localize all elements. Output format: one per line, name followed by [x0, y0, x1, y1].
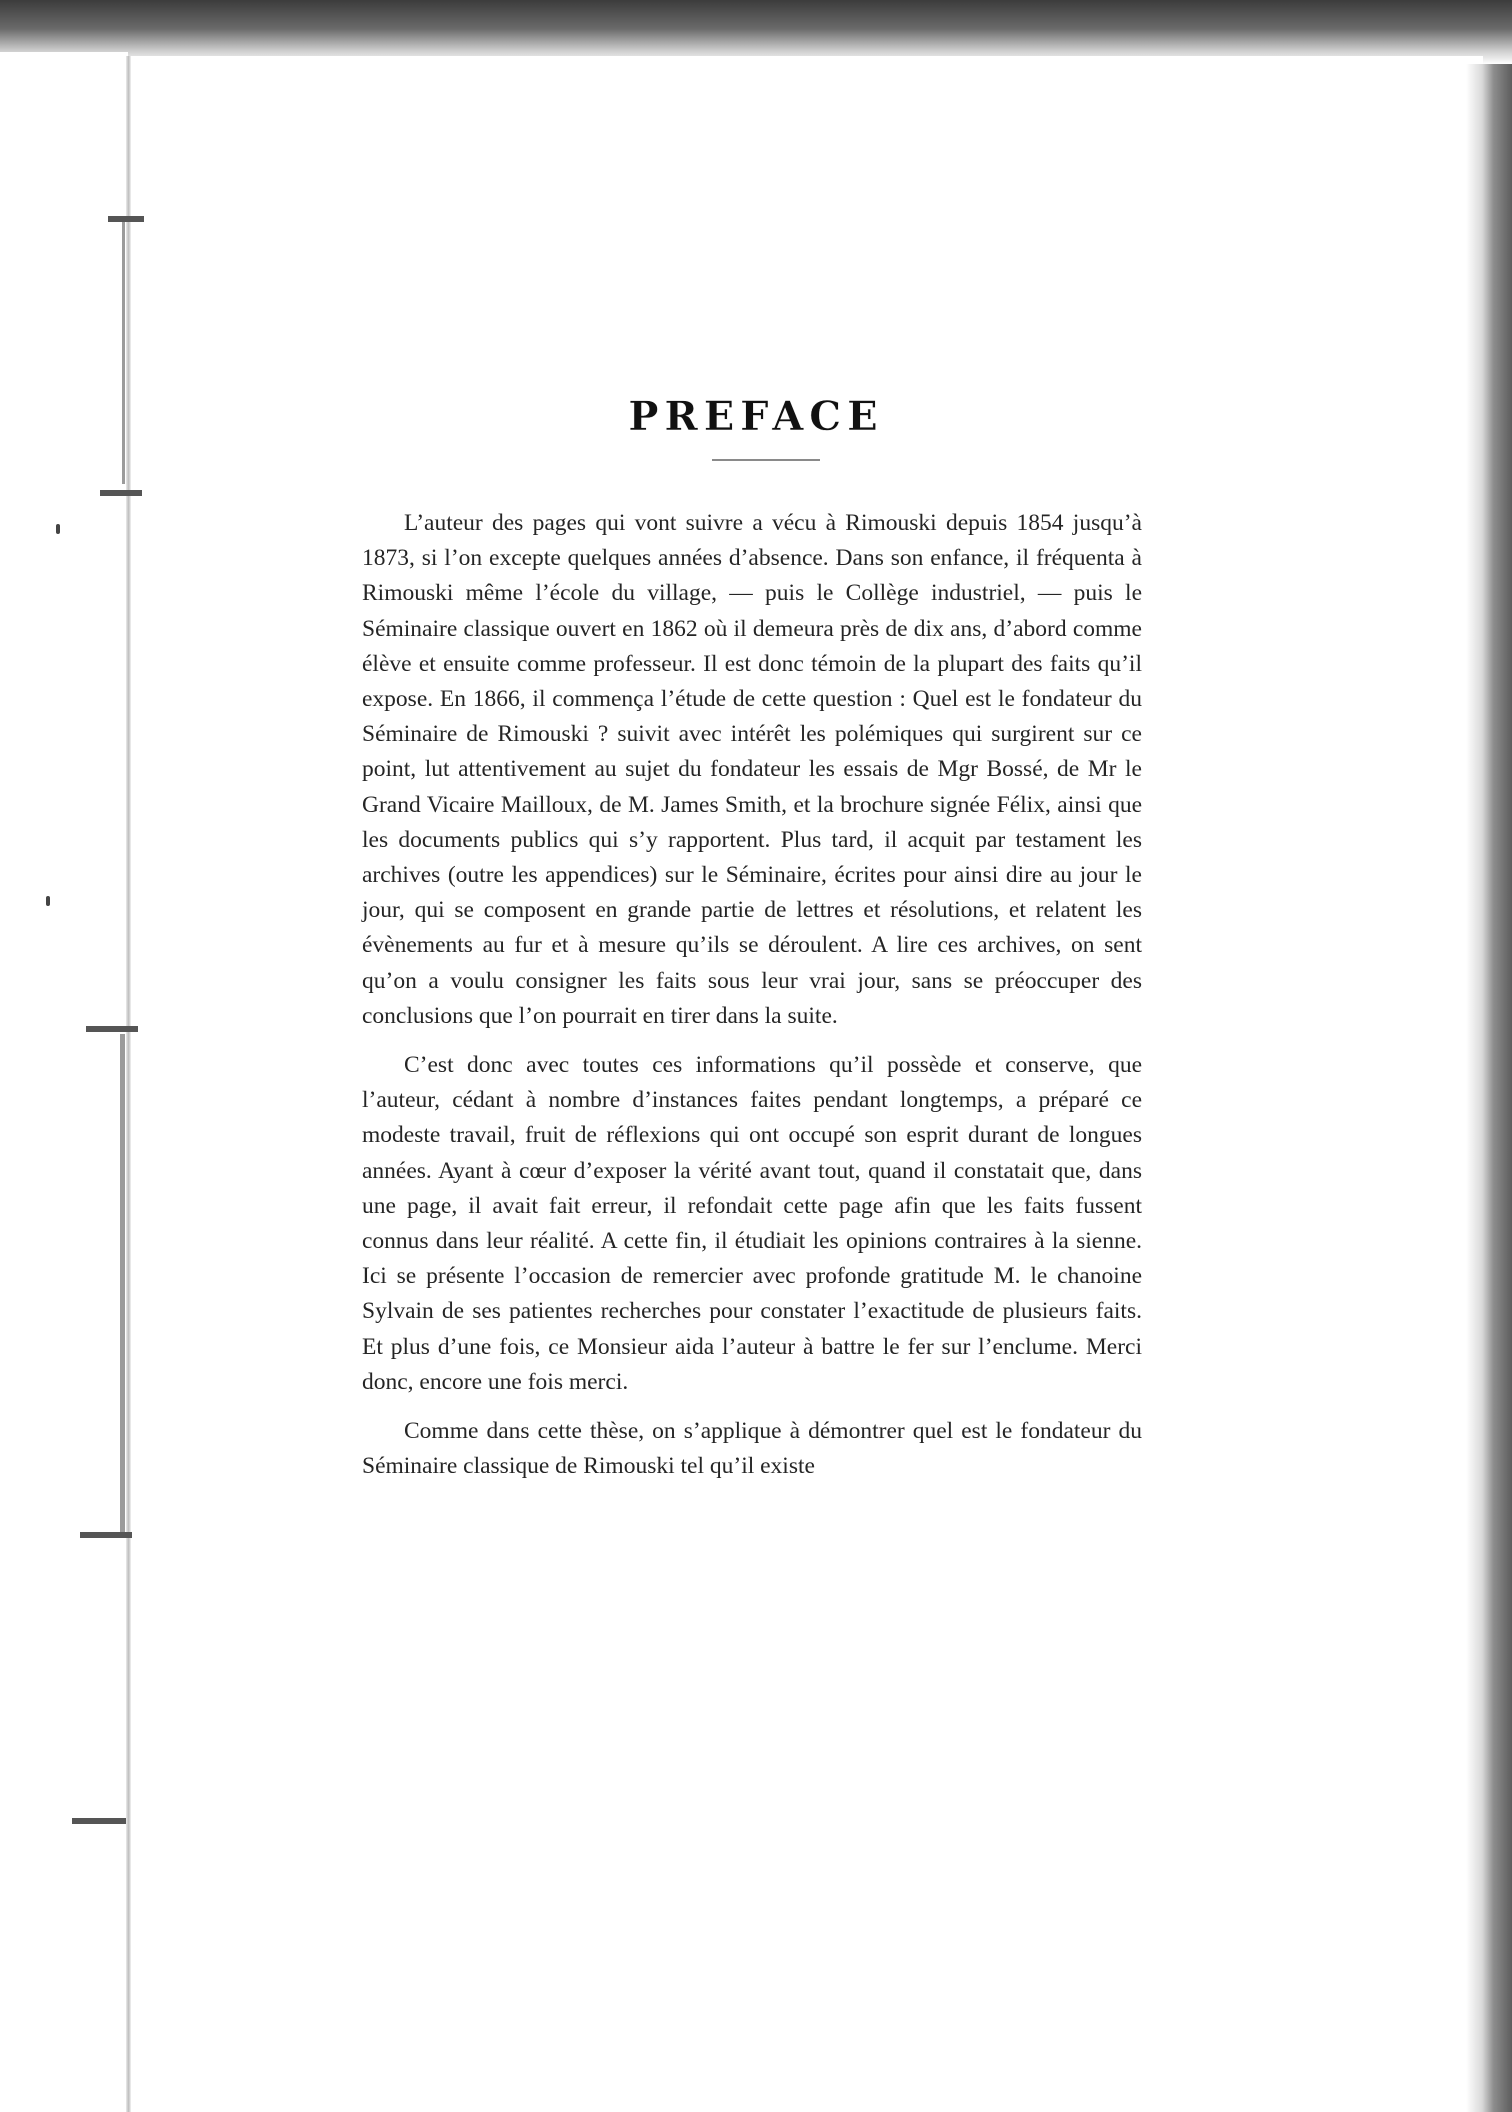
binding-mark [80, 1532, 132, 1538]
body-text [362, 506, 1142, 1498]
binding-mark [86, 1026, 138, 1032]
margin-speck [46, 896, 50, 906]
title-divider [712, 459, 820, 461]
margin-speck [56, 524, 60, 534]
left-page [0, 52, 128, 2112]
page-stack-edge [1466, 64, 1512, 2112]
paragraph: L’auteur des pages qui vont suivre a vécu à Rimouski depuis 1854 jusqu’à 1873, si l’on excepte quelques années d’absence. Dans son enfance, il fréquenta à Rimouski même l’école du village, — puis le Collège industriel, — puis le Séminaire classique ouvert en 1862 où il demeura près de dix ans, d’abord comme élève et ensuite comme professeur. Il est donc témoin de la plupart des faits qu’il expose. En 1866, il commença l’étude de cette question : Quel est le fondateur du Séminaire de Rimouski ? suivit avec intérêt les polémiques qui surgirent sur ce point, lut attentivement au sujet du fondateur les essais de Mgr Bossé, de Mr le Grand Vicaire Mailloux, de M. James Smith, et la brochure signée Félix, ainsi que les documents publics qui s’y rapportent. Plus tard, il acquit par testament les archives (outre les appendices) sur le Séminaire, écrites pour ainsi dire au jour le jour, qui se composent en grande partie de lettres et résolutions, et relatent les évènements au fur et à mesure qu’ils se déroulent. A lire ces archives, on sent qu’on a voulu consigner les faits sous leur vrai jour, sans se préoccuper des conclusions que l’on pourrait en tirer dans la suite. [362, 510, 1142, 1029]
binding-mark [100, 490, 142, 496]
binding-mark [72, 1818, 126, 1824]
binding-thread [122, 222, 125, 484]
scan-background-top [0, 0, 1512, 64]
paragraph: C’est donc avec toutes ces informations qu’il possède et conserve, que l’auteur, cédant à nombre d’instances faites pendant longtemps, a préparé ce modeste travail, fruit de réflexions qui ont occupé son esprit durant de longues années. Ayant à cœur d’exposer la vérité avant tout, quand il constatait que, dans une page, il avait fait erreur, il refondait cette page afin que les faits fussent connus dans leur réalité. A cette fin, il étudiait les opinions contraires à la sienne. Ici se présente l’occasion de remercier avec profonde gratitude M. le chanoine Sylvain de ses patientes recherches pour constater l’exactitude de plusieurs faits. Et plus d’une fois, ce Monsieur aida l’auteur à battre le fer sur l’enclume. Merci donc, encore une fois merci. [362, 1052, 1142, 1395]
binding-thread [120, 1034, 125, 1534]
binding-mark [108, 216, 144, 222]
page-title: PREFACE [628, 392, 884, 440]
paragraph: Comme dans cette thèse, on s’applique à démontrer quel est le fondateur du Séminaire classique de Rimouski tel qu’il existe [362, 1418, 1142, 1480]
